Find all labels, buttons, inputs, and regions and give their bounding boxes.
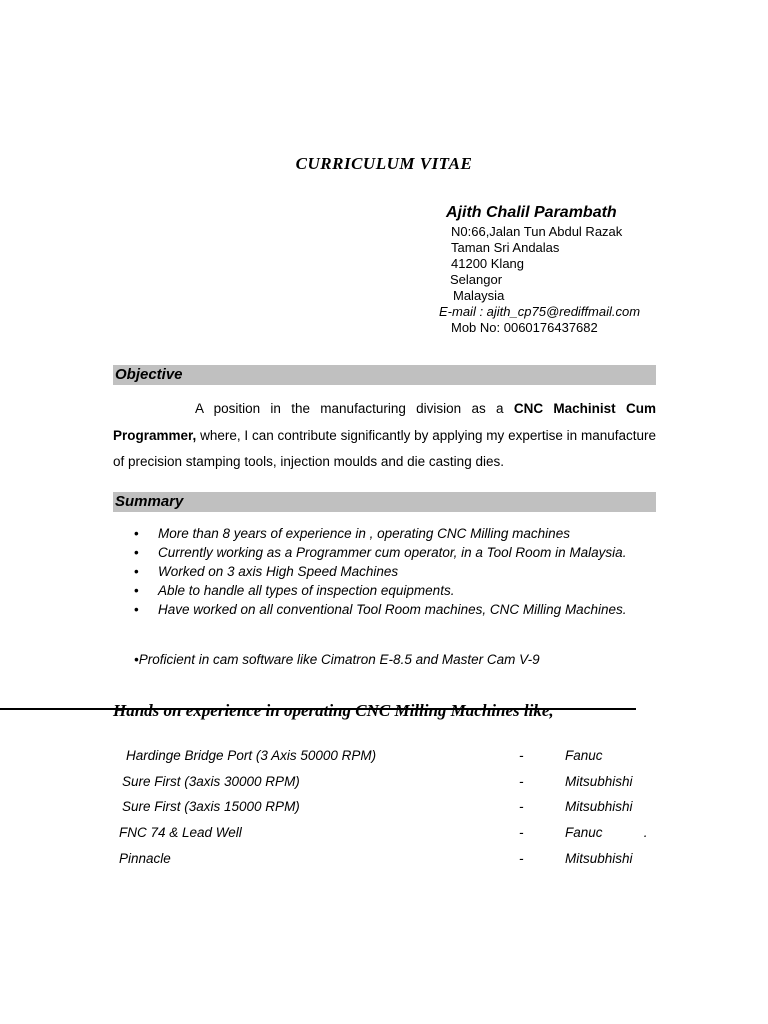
document-title: CURRICULUM VITAE <box>295 154 473 173</box>
objective-text-end: where, I can contribute significantly by applying my expertise in manufacture of precision stamping tools, injection moulds and die casting dies. <box>113 427 656 469</box>
machine-controller: Mitsubhishi <box>565 799 633 814</box>
summary-item-text: Have worked on all conventional Tool Room machines, CNC Milling Machines. <box>158 602 627 617</box>
machine-controller: Fanuc <box>565 748 603 763</box>
machine-dash: - <box>519 825 524 840</box>
address-line-3: 41200 Klang <box>451 256 525 271</box>
machine-row <box>0 748 768 766</box>
machine-row <box>0 825 768 843</box>
machine-name: Sure First (3axis 15000 RPM) <box>122 799 300 814</box>
objective-role: CNC Machinist Cum Programmer, <box>113 401 656 443</box>
objective-paragraph <box>113 396 656 476</box>
email-text: E-mail : ajith_cp75@rediffmail.com <box>439 304 641 319</box>
candidate-name: Ajith Chalil Parambath <box>446 204 617 221</box>
summary-heading: Summary <box>115 493 184 510</box>
machine-dash: - <box>519 748 524 763</box>
machine-row <box>0 851 768 869</box>
objective-heading: Objective <box>115 366 183 383</box>
machine-controller: Mitsubhishi <box>565 774 633 789</box>
machine-row <box>0 799 768 817</box>
address-line-4: Selangor <box>450 272 503 287</box>
machine-name: FNC 74 & Lead Well <box>119 825 242 840</box>
machine-dash: - <box>519 799 524 814</box>
summary-item-text: More than 8 years of experience in , operating CNC Milling machines <box>158 526 570 541</box>
summary-item-text: Worked on 3 axis High Speed Machines <box>158 564 399 579</box>
machine-name: Hardinge Bridge Port (3 Axis 50000 RPM) <box>126 748 377 763</box>
bullet-glyph: • <box>134 602 139 617</box>
address-line-5: Malaysia <box>453 288 505 303</box>
summary-heading-bar <box>113 492 656 512</box>
summary-item <box>134 583 644 600</box>
address-line-1: N0:66,Jalan Tun Abdul Razak <box>451 224 623 239</box>
machine-name: Sure First (3axis 30000 RPM) <box>122 774 300 789</box>
summary-item-text: Able to handle all types of inspection equipments. <box>158 583 455 598</box>
machine-controller: Mitsubhishi <box>565 851 633 866</box>
bullet-glyph: • <box>134 564 139 579</box>
machine-name: Pinnacle <box>119 851 171 866</box>
summary-item <box>134 564 644 581</box>
objective-heading-bar <box>113 365 656 385</box>
bullet-glyph: • <box>134 545 139 560</box>
machine-controller: Fanuc . <box>565 825 648 840</box>
summary-item <box>134 602 644 619</box>
summary-list <box>134 526 644 621</box>
address-line-2: Taman Sri Andalas <box>451 240 560 255</box>
mobile-text: Mob No: 0060176437682 <box>451 320 598 335</box>
machines-heading: Hands on experience in operating CNC Milling Machines like, <box>113 701 554 720</box>
bullet-glyph: • <box>134 526 139 541</box>
bullet-glyph: • <box>134 583 139 598</box>
summary-item <box>134 526 644 543</box>
summary-item-text: Currently working as a Programmer cum operator, in a Tool Room in Malaysia. <box>158 545 627 560</box>
summary-item <box>134 545 644 562</box>
objective-text-start: A position in the manufacturing division as a <box>195 401 514 416</box>
machine-dash: - <box>519 851 524 866</box>
summary-item-cam-software: •Proficient in cam software like Cimatron E-8.5 and Master Cam V-9 <box>134 652 540 667</box>
machine-row <box>0 774 768 792</box>
machine-dash: - <box>519 774 524 789</box>
